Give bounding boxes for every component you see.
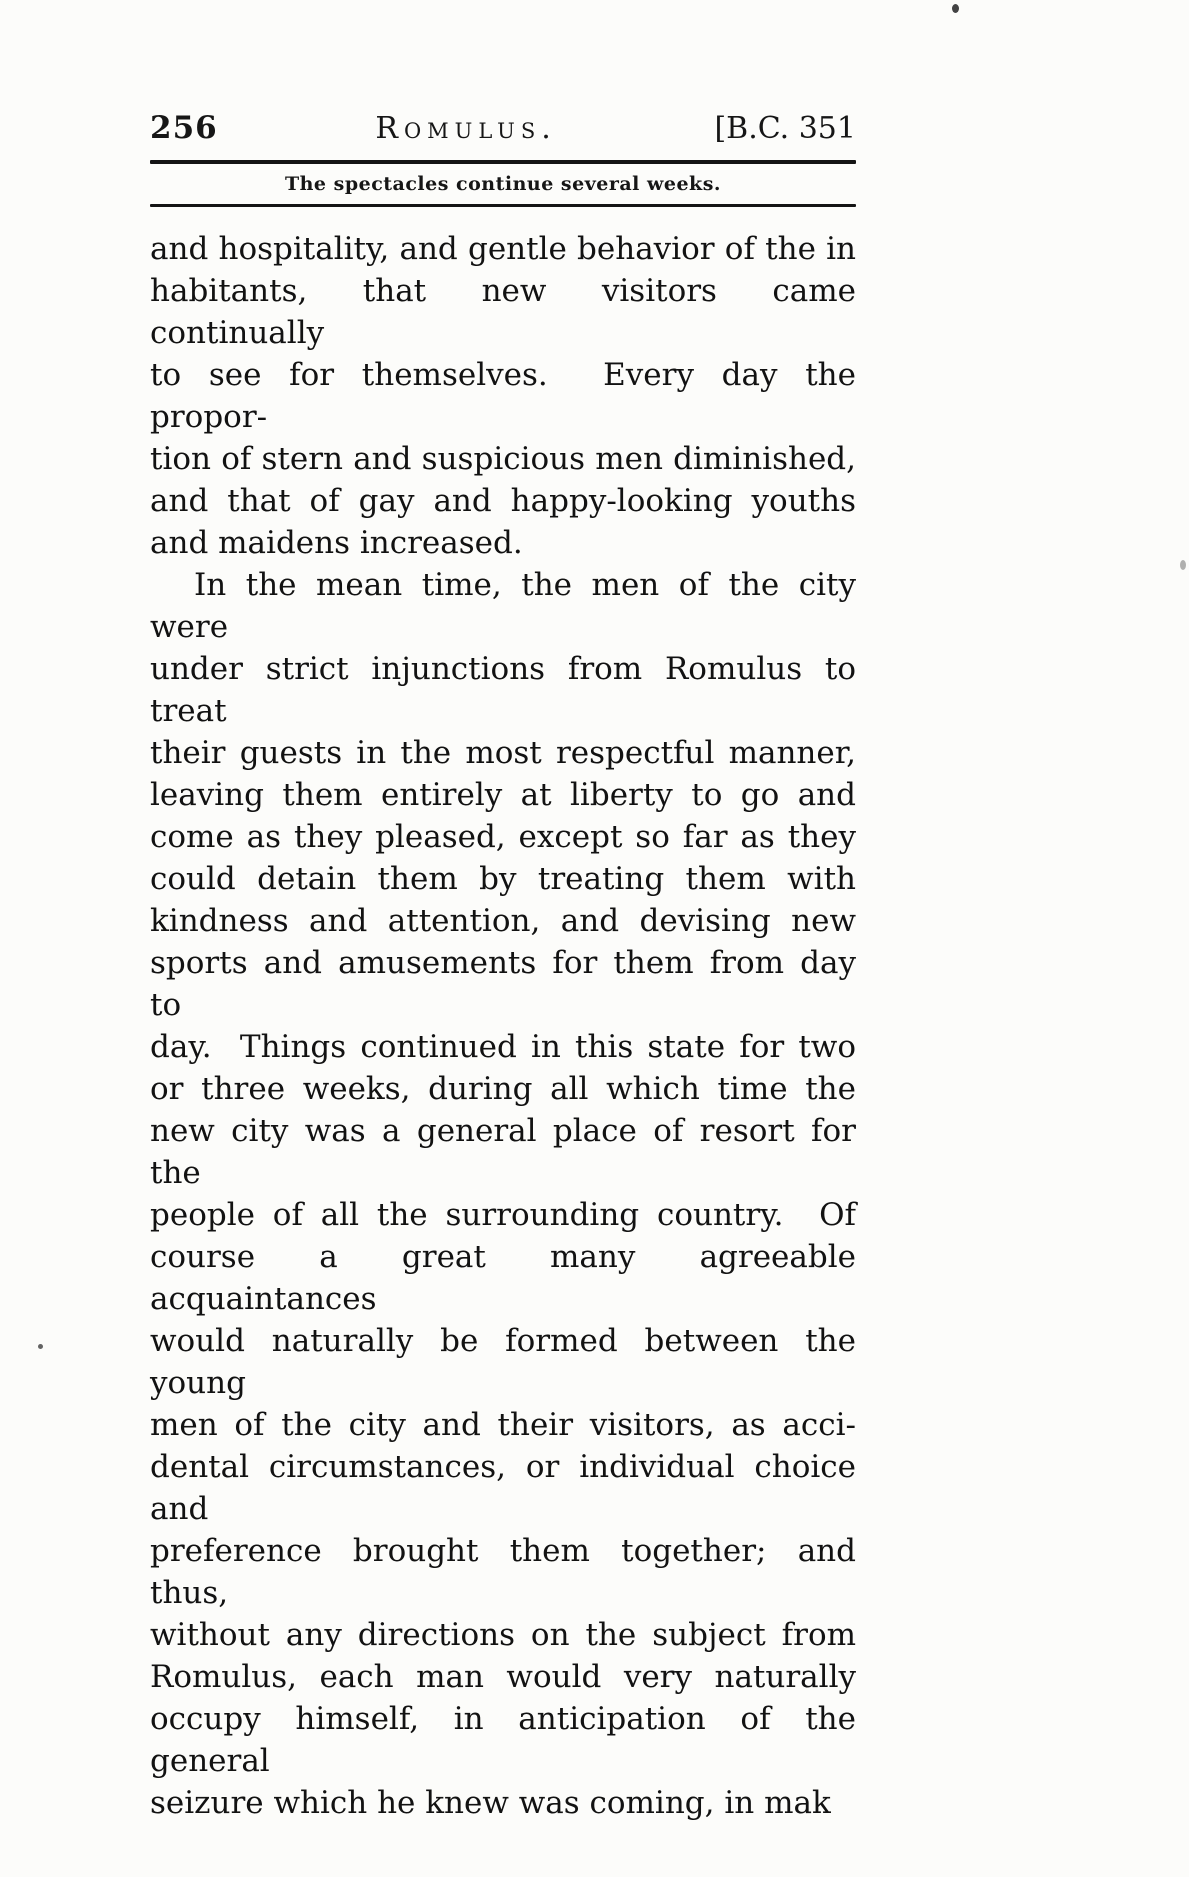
header-rule xyxy=(150,160,856,164)
text-line: kindness and attention, and devising new xyxy=(150,903,856,939)
paragraph xyxy=(150,564,866,1824)
text-line: or three weeks, during all which time the xyxy=(150,1071,856,1107)
page-header xyxy=(150,110,856,146)
scan-artifact xyxy=(1180,560,1186,570)
text-line: sports and amusements for them from day to xyxy=(150,945,866,1023)
text-line: and hospitality, and gentle behavior of the in xyxy=(150,231,856,267)
text-line: course a great many agreeable acquaintances xyxy=(150,1239,866,1317)
text-line: their guests in the most respectful manner, xyxy=(150,735,856,771)
text-line: In the mean time, the men of the city were xyxy=(150,567,866,645)
text-line: leaving them entirely at liberty to go and xyxy=(150,777,856,813)
text-line: dental circumstances, or individual choice and xyxy=(150,1449,866,1527)
text-line: occupy himself, in anticipation of the general xyxy=(150,1701,866,1779)
text-line: day. Things continued in this state for two xyxy=(150,1029,856,1065)
paragraph xyxy=(150,228,866,564)
text-line: preference brought them together; and thus, xyxy=(150,1533,866,1611)
text-line: without any directions on the subject from xyxy=(150,1617,856,1653)
text-line: seizure which he knew was coming, in mak xyxy=(150,1785,831,1821)
text-line: would naturally be formed between the young xyxy=(150,1323,866,1401)
scan-artifact xyxy=(952,4,959,13)
date-marginal: [B.C. 351 xyxy=(714,111,856,146)
running-head-rule xyxy=(150,204,856,207)
page-content xyxy=(150,110,866,1824)
chapter-title: Romulus. xyxy=(375,111,557,146)
text-line: and maidens increased. xyxy=(150,525,523,561)
text-line: new city was a general place of resort for the xyxy=(150,1113,866,1191)
text-line: habitants, that new visitors came continually xyxy=(150,273,866,351)
text-line: to see for themselves. Every day the propor- xyxy=(150,357,866,435)
page-body xyxy=(150,228,866,1824)
running-head: The spectacles continue several weeks. xyxy=(284,173,722,195)
text-line: and that of gay and happy-looking youths xyxy=(150,483,856,519)
text-line: tion of stern and suspicious men diminished, xyxy=(150,441,856,477)
text-line: come as they pleased, except so far as they xyxy=(150,819,856,855)
text-line: under strict injunctions from Romulus to treat xyxy=(150,651,866,729)
text-line: could detain them by treating them with xyxy=(150,861,856,897)
text-line: Romulus, each man would very naturally xyxy=(150,1659,856,1695)
scan-artifact xyxy=(38,1344,43,1349)
page-number: 256 xyxy=(150,110,218,146)
text-line: men of the city and their visitors, as acci- xyxy=(150,1407,856,1443)
text-line: people of all the surrounding country. Of xyxy=(150,1197,856,1233)
